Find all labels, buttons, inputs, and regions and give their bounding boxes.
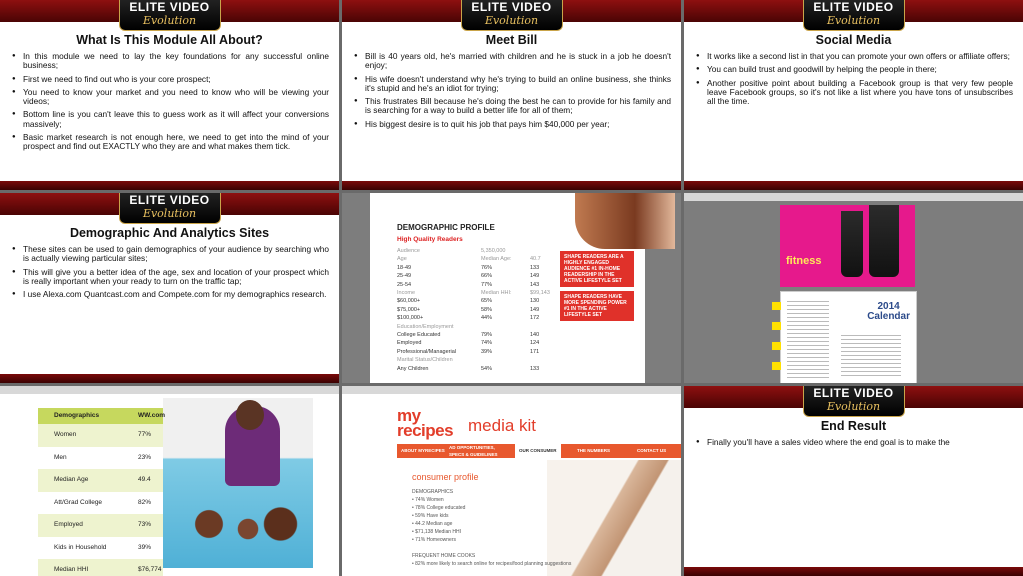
calendar-text bbox=[787, 298, 829, 378]
bullet: ● I use Alexa.com Quantcast.com and Compete.com for my demographics research. bbox=[12, 290, 329, 299]
elite-video-logo: ELITE VIDEO Evolution bbox=[119, 193, 221, 224]
table-row: Kids in Household 39% bbox=[38, 537, 163, 560]
consumer-profile-heading: consumer profile bbox=[412, 472, 479, 482]
thumb-demographic-profile[interactable]: DEMOGRAPHIC PROFILE High Quality Readers Audience 5,350,000 Age Median Age: 40.7 18-49 76% 133 25-49 66% 149 25-54 77% 143 Income Median HHI: $99,143 $60,000+ 65% 130 $75,000+ 58% 149 $100,000+ 44% 172 Education/Employment College Educated 79% 140 Employed 74% 124 Professional/Managerial 39% 171 Marital Status/Children Any Children 54% 133 SHAPE READERS ARE A HIGHLY ENGAGED AUDIENCE #1 IN-HOME READERSHIP IN THE ACTIVE LIFESTYLE SET SHAPE READERS HAVE MORE SPENDING POWER #1 IN THE ACTIVE LIFESTYLE SET bbox=[342, 193, 681, 383]
bullet: ● First we need to find out who is your core prospect; bbox=[12, 75, 329, 84]
list-item: • 59% Have kids bbox=[412, 513, 449, 519]
list-item bbox=[412, 544, 571, 552]
slide-title: Meet Bill bbox=[485, 33, 538, 47]
slide-title: Social Media bbox=[815, 33, 892, 47]
fitness-photo bbox=[780, 205, 915, 287]
thumb-ww-demographics[interactable] bbox=[0, 386, 339, 576]
bullet: ● These sites can be used to gain demographics of your audience by searching who is actually viewing particular sites; bbox=[12, 245, 329, 264]
fitness-label: fitness bbox=[786, 255, 822, 267]
calendar-text bbox=[841, 332, 901, 378]
list-item: • 78% College educated bbox=[412, 505, 466, 511]
ww-table bbox=[38, 408, 166, 576]
legs-image bbox=[841, 211, 863, 277]
slide-title: What Is This Module All About? bbox=[76, 33, 263, 47]
bullet: ● In this module we need to lay the key foundations for any successful online business; bbox=[12, 52, 329, 71]
list-item: • 71% Homeowners bbox=[412, 537, 456, 543]
consumer-list bbox=[412, 488, 571, 568]
slide-social-media[interactable] bbox=[684, 0, 1023, 190]
list-item: • 74% Women bbox=[412, 497, 444, 503]
nav-our-consumer[interactable]: OUR CONSUMER bbox=[515, 444, 561, 458]
slide-bullets bbox=[696, 438, 1013, 451]
calendar-page bbox=[780, 291, 917, 383]
browser-bar bbox=[684, 193, 1023, 201]
list-item: FREQUENT HOME COOKS bbox=[412, 553, 476, 559]
callout-engaged: SHAPE READERS ARE A HIGHLY ENGAGED AUDIENCE #1 IN-HOME READERSHIP IN THE ACTIVE LIFESTYLE SET bbox=[560, 251, 634, 287]
bullet: ● Another positive point about building a Facebook group is that very few people leave Facebook groups, so it's not like a list where you have tons of unsubscribes all the time. bbox=[696, 79, 1013, 107]
elite-video-logo: ELITE VIDEO Evolution bbox=[803, 386, 905, 417]
table-row: Women 77% bbox=[38, 424, 163, 447]
yellow-tab bbox=[772, 302, 781, 310]
bullet: ● This will give you a better idea of the age, sex and location of your prospect which is really important when your ready to turn on the traffic tap; bbox=[12, 268, 329, 287]
slide-meet-bill[interactable] bbox=[342, 0, 681, 190]
list-item: • 44.2 Median age bbox=[412, 521, 453, 527]
calendar-heading: 2014 Calendar bbox=[867, 301, 910, 322]
callout-spending: SHAPE READERS HAVE MORE SPENDING POWER #1 IN THE ACTIVE LIFESTYLE SET bbox=[560, 291, 634, 321]
bullet: ● His biggest desire is to quit his job that pays him $40,000 per year; bbox=[354, 120, 671, 129]
thumb-fitness-calendar[interactable] bbox=[684, 193, 1023, 383]
kids-photo bbox=[170, 504, 300, 554]
slide-bullets bbox=[354, 52, 671, 133]
bullet: ● Basic market research is not enough here, we need to get into the mind of your prospect and find out EXACTLY who they are and what makes them tick. bbox=[12, 133, 329, 152]
browser-bar bbox=[342, 386, 681, 394]
bullet: ● Bottom line is you can't leave this to guess work as it will affect your conversions massively; bbox=[12, 110, 329, 129]
slide-title: Demographic And Analytics Sites bbox=[69, 226, 270, 240]
bullet: ● Finally you'll have a sales video where the end goal is to make the bbox=[696, 438, 1013, 447]
bullet: ● Bill is 40 years old, he's married with children and he is stuck in a job he doesn't enjoy; bbox=[354, 52, 671, 71]
nav-about[interactable]: ABOUT MYRECIPES bbox=[401, 448, 445, 453]
model-photo bbox=[575, 193, 675, 249]
nav-contact[interactable]: CONTACT US bbox=[637, 448, 667, 453]
slide-bullets bbox=[12, 245, 329, 303]
list-item: • 82% more likely to search online for recipes/food planning suggestions bbox=[412, 561, 572, 567]
table-row: Median HHI $76,774 bbox=[38, 559, 163, 576]
elite-video-logo: ELITE VIDEO Evolution bbox=[803, 0, 905, 31]
profile-title: DEMOGRAPHIC PROFILE bbox=[397, 223, 495, 232]
table-row: Att/Grad College 82% bbox=[38, 492, 163, 515]
woman-head bbox=[236, 400, 264, 430]
table-row: Employed 73% bbox=[38, 514, 163, 537]
nav-numbers[interactable]: THE NUMBERS bbox=[577, 448, 611, 453]
slide-bullets bbox=[12, 52, 329, 156]
table-row: Men 23% bbox=[38, 447, 163, 470]
table-row: Median Age 49.4 bbox=[38, 469, 163, 492]
slide-end-result[interactable] bbox=[684, 386, 1023, 576]
nav-ad-opportunities[interactable]: AD OPPORTUNITIES, SPECS & GUIDELINES bbox=[449, 445, 498, 457]
slide-module-overview[interactable] bbox=[0, 0, 339, 190]
bullet: ● His wife doesn't understand why he's trying to build an online business, she thinks it's stupid and he's an idiot for trying; bbox=[354, 75, 671, 94]
slide-bullets bbox=[696, 52, 1013, 110]
yellow-tab bbox=[772, 342, 781, 350]
legs-image bbox=[869, 205, 899, 277]
browser-bar bbox=[0, 386, 339, 394]
profile-subtitle: High Quality Readers bbox=[397, 236, 463, 243]
list-item: DEMOGRAPHICS bbox=[412, 489, 454, 495]
slide-demographic-sites[interactable] bbox=[0, 193, 339, 383]
elite-video-logo: ELITE VIDEO Evolution bbox=[461, 0, 563, 31]
myrecipes-logo: my recipes bbox=[397, 406, 454, 440]
bullet: ● You need to know your market and you need to know who will be viewing your videos; bbox=[12, 88, 329, 107]
media-kit-heading: media kit bbox=[468, 416, 537, 435]
yellow-tab bbox=[772, 362, 781, 370]
thumb-myrecipes-media-kit[interactable] bbox=[342, 386, 681, 576]
bullet: ● It works like a second list in that you can promote your own offers or affiliate offers; bbox=[696, 52, 1013, 61]
list-item: • $71,138 Median HHI bbox=[412, 529, 462, 535]
bullet: ● You can build trust and goodwill by helping the people in there; bbox=[696, 65, 1013, 74]
elite-video-logo: ELITE VIDEO Evolution bbox=[119, 0, 221, 31]
slide-title: End Result bbox=[820, 419, 887, 433]
myrecipes-nav bbox=[397, 444, 681, 458]
yellow-tab bbox=[772, 322, 781, 330]
bullet: ● This frustrates Bill because he's doing the best he can to provide for his family and is searching for a way to build a better life for all of them; bbox=[354, 97, 671, 116]
table-header: Demographics WW.com bbox=[38, 408, 163, 424]
